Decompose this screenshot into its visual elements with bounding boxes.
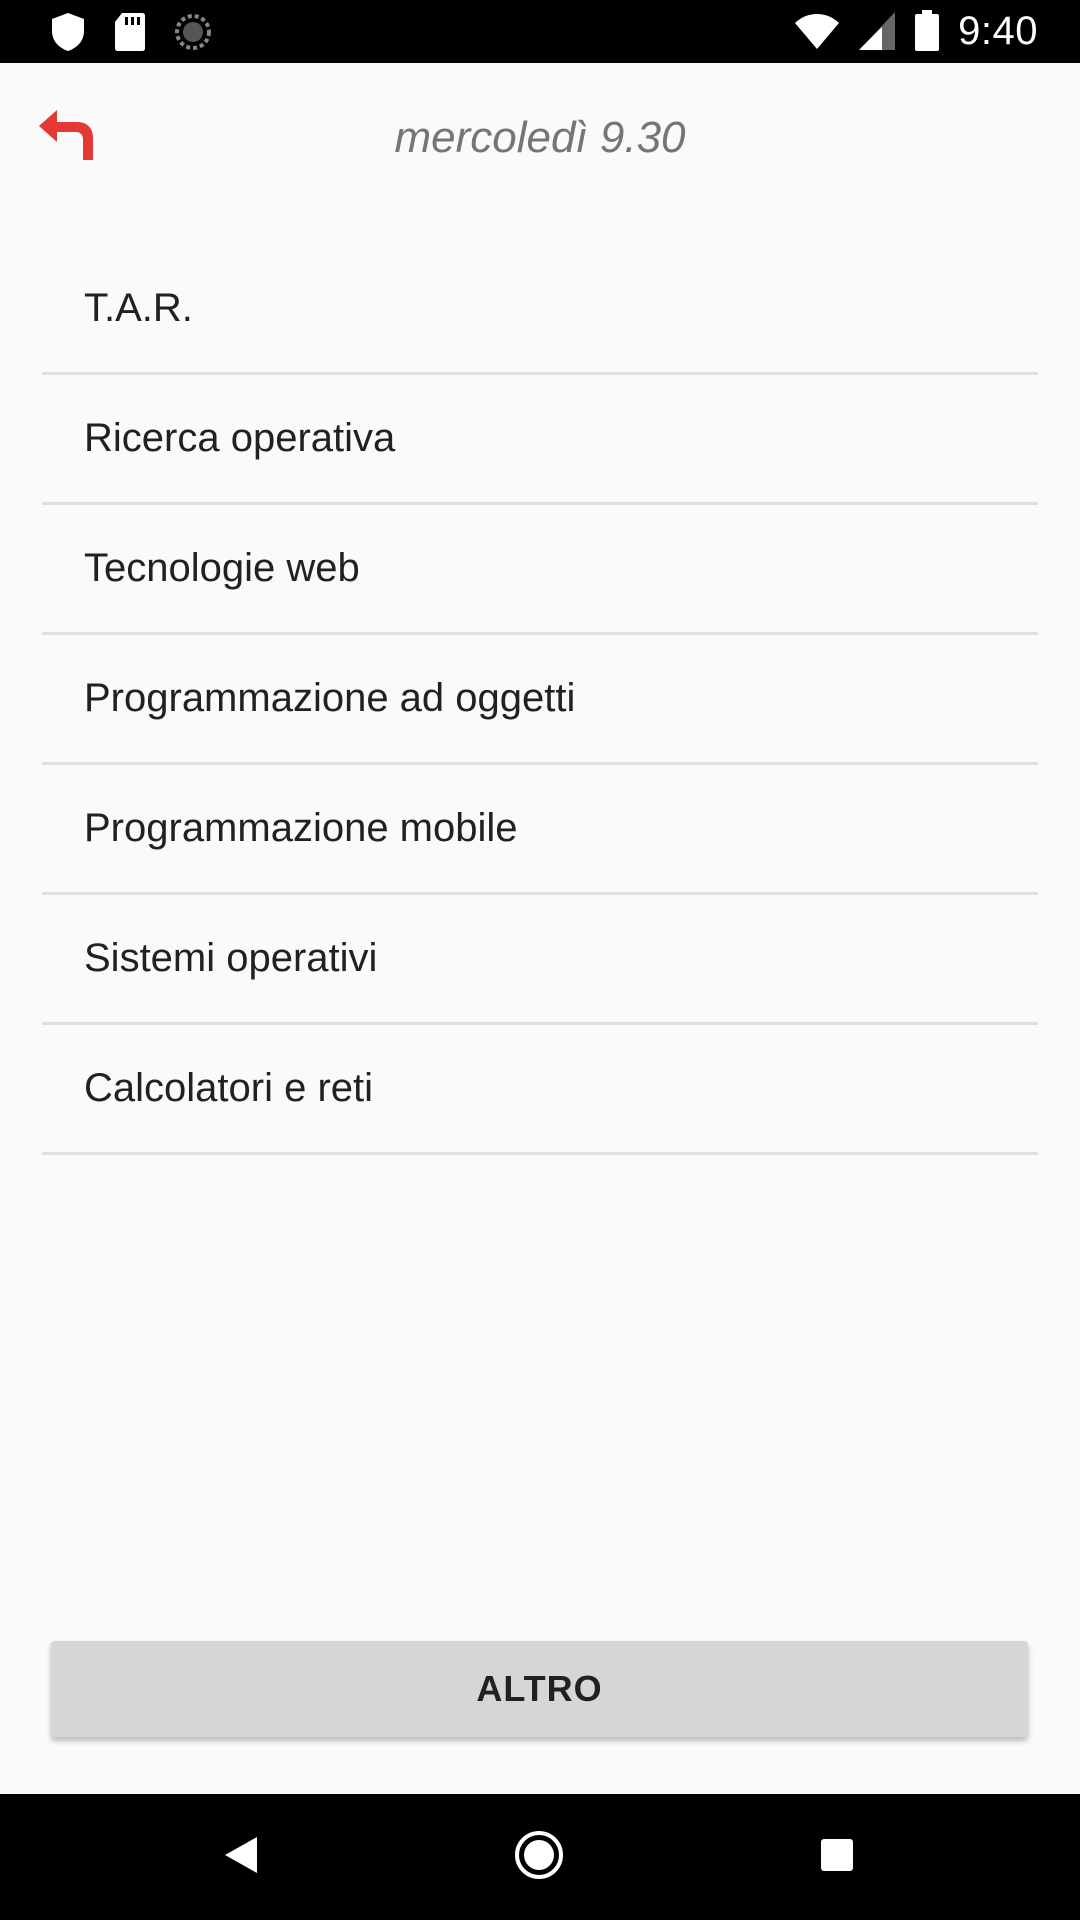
- course-item-tar[interactable]: T.A.R.: [42, 245, 1038, 375]
- sync-icon: [174, 13, 212, 51]
- header-title: mercoledì 9.30: [394, 113, 686, 162]
- wifi-icon: [794, 12, 840, 50]
- status-bar: [0, 0, 1080, 63]
- header: [0, 63, 1080, 213]
- course-item-sistemi-operativi[interactable]: Sistemi operativi: [42, 895, 1038, 1025]
- sd-card-icon: [114, 12, 146, 52]
- status-time: 9:40: [958, 8, 1038, 53]
- battery-icon: [914, 10, 940, 52]
- altro-button[interactable]: ALTRO: [51, 1641, 1028, 1737]
- recents-icon: [819, 1837, 855, 1878]
- nav-recents-button[interactable]: [804, 1824, 870, 1890]
- course-item-tecnologie-web[interactable]: Tecnologie web: [42, 505, 1038, 635]
- nav-back-button[interactable]: [208, 1824, 274, 1890]
- signal-icon: [858, 11, 896, 51]
- course-list: [42, 245, 1038, 1155]
- shield-icon: [50, 12, 86, 52]
- course-item-calcolatori-e-reti[interactable]: Calcolatori e reti: [42, 1025, 1038, 1155]
- nav-home-button[interactable]: [506, 1824, 572, 1890]
- course-item-ricerca-operativa[interactable]: Ricerca operativa: [42, 375, 1038, 505]
- navigation-bar: [0, 1794, 1080, 1920]
- course-item-programmazione-mobile[interactable]: Programmazione mobile: [42, 765, 1038, 895]
- home-icon: [513, 1829, 565, 1886]
- back-icon: [223, 1835, 259, 1880]
- course-item-programmazione-ad-oggetti[interactable]: Programmazione ad oggetti: [42, 635, 1038, 765]
